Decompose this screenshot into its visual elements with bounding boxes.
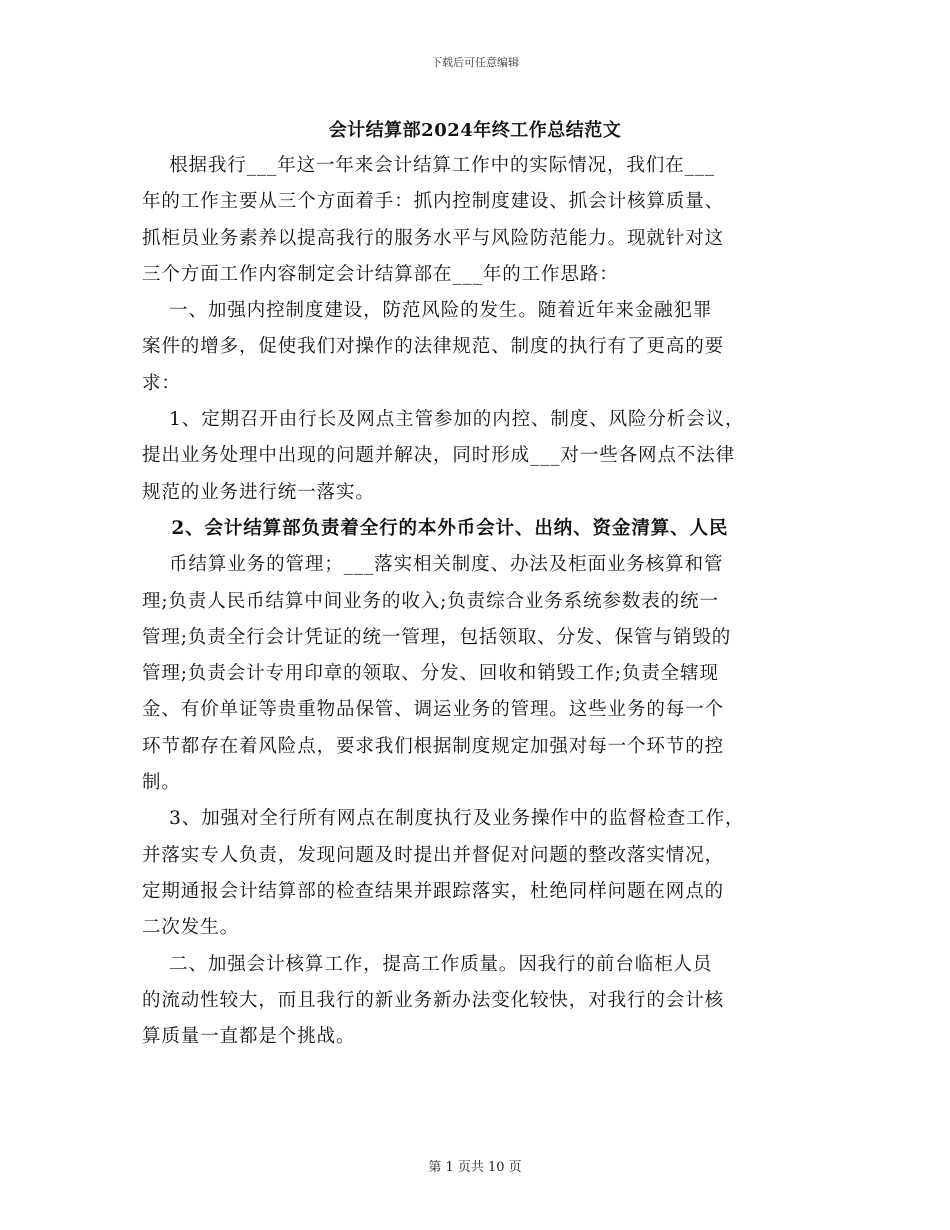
text-line: 规范的业务进行统一落实。 xyxy=(142,481,375,503)
text-line: 币结算业务的管理；___落实相关制度、办法及柜面业务核算和管 xyxy=(142,554,724,576)
text-line: 案件的增多，促使我们对操作的法律规范、制度的执行有了更高的要 xyxy=(142,336,725,358)
text-line: 提出业务处理中出现的问题并解决，同时形成___对一些各网点不法律 xyxy=(142,445,736,467)
text-line: 算质量一直都是个挑战。 xyxy=(142,1026,356,1048)
document-title: 会计结算部2024年终工作总结范文 xyxy=(328,120,622,141)
page-header: 下载后可任意编辑 xyxy=(431,56,519,69)
text-line: 3、加强对全行所有网点在制度执行及业务操作中的监督检查工作， xyxy=(142,808,745,830)
text-line: 环节都存在着风险点，要求我们根据制度规定加强对每一个环节的控 xyxy=(142,735,725,757)
document-body xyxy=(142,148,822,1055)
text-line-bold: 2、会计结算部负责着全行的本外币会计、出纳、资金清算、人民 xyxy=(142,517,729,539)
text-line: 定期通报会计结算部的检查结果并跟踪落实，杜绝同样问题在网点的 xyxy=(142,880,725,902)
text-line: 抓柜员业务素养以提高我行的服务水平与风险防范能力。现就针对这 xyxy=(142,227,725,249)
text-line: 二、加强会计核算工作，提高工作质量。因我行的前台临柜人员 xyxy=(142,953,713,975)
text-line: 管理;负责会计专用印章的领取、分发、回收和销毁工作;负责全辖现 xyxy=(142,663,719,685)
text-line: 三个方面工作内容制定会计结算部在___年的工作思路： xyxy=(142,263,619,285)
text-line: 管理;负责全行会计凭证的统一管理，包括领取、分发、保管与销毁的 xyxy=(142,626,732,648)
text-line: 一、加强内控制度建设，防范风险的发生。随着近年来金融犯罪 xyxy=(142,300,713,322)
text-line: 1、定期召开由行长及网点主管参加的内控、制度、风险分析会议， xyxy=(142,409,745,431)
text-line: 理;负责人民币结算中间业务的收入;负责综合业务系统参数表的统一 xyxy=(142,590,719,612)
text-line: 根据我行___年这一年来会计结算工作中的实际情况，我们在___ xyxy=(142,155,716,176)
text-line: 年的工作主要从三个方面着手：抓内控制度建设、抓会计核算质量、 xyxy=(142,191,725,213)
text-line: 的流动性较大，而且我行的新业务新办法变化较快，对我行的会计核 xyxy=(142,989,725,1011)
page-footer: 第 1 页共 10 页 xyxy=(428,1160,522,1175)
text-line: 金、有价单证等贵重物品保管、调运业务的管理。这些业务的每一个 xyxy=(142,699,725,721)
text-line: 求： xyxy=(142,372,181,394)
text-line: 并落实专人负责，发现问题及时提出并督促对问题的整改落实情况， xyxy=(142,844,725,866)
text-line: 制。 xyxy=(142,772,181,794)
text-line: 二次发生。 xyxy=(142,917,240,939)
